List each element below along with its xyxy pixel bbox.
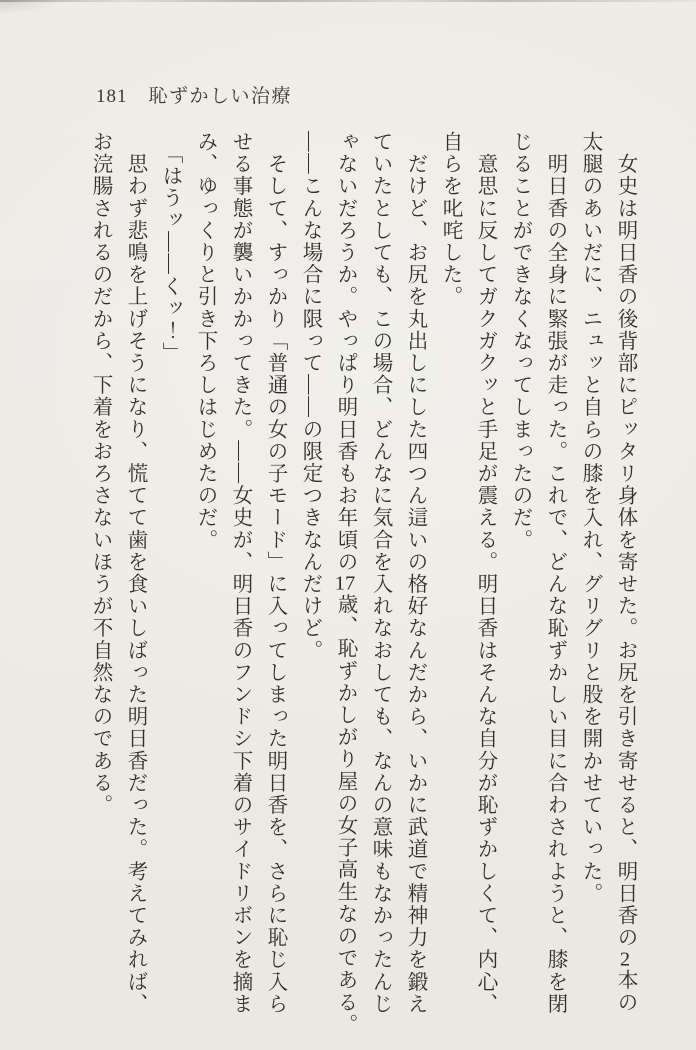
- text-line: 「はうッ――くッ！」: [159, 131, 181, 364]
- paragraph: [292, 131, 327, 1017]
- text-line: ゃないだろうか。やっぱり明日香もお年頃の17歳、恥ずかしがり屋の女子高生なのである。: [334, 131, 356, 1036]
- tatechuyoko-number: 17: [334, 573, 356, 594]
- text-line: ていたとしても、この場合、どんなに気合を入れなおしても、なんの意味もなかったんじ: [369, 131, 391, 1015]
- paragraph: [502, 131, 572, 1017]
- running-title: 恥ずかしい治療: [148, 86, 293, 107]
- text-line: せる事態が襲いかかってきた。――女史が、明日香のフンドシ下着のサイドリボンを摘ま: [229, 131, 251, 1015]
- page-number: 181: [96, 86, 128, 107]
- text-line: み、ゆっくりと引き下ろしはじめたのだ。: [194, 131, 216, 551]
- scan-edge-artifact: [0, 0, 696, 2]
- paragraph: [572, 131, 642, 1017]
- text-line: そして、すっかり「普通の女の子モード」に入ってしまった明日香を、さらに恥じ入ら: [264, 131, 286, 1015]
- text-line: だけど、お尻を丸出しにした四つん這いの格好なんだから、いかに武道で精神力を鍛え: [404, 131, 426, 1015]
- paragraph: [432, 131, 502, 1017]
- text-line: お浣腸されるのだから、下着をおろさないほうが不自然なのである。: [89, 131, 111, 817]
- scan-corner-shade: [0, 0, 60, 14]
- text-line: 明日香の全身に緊張が走った。これで、どんな恥ずかしい目に合わされようと、膝を閉: [544, 131, 566, 1015]
- paragraph: [187, 131, 292, 1017]
- paragraph: [152, 131, 187, 1017]
- text-line: じることができなくなってしまったのだ。: [509, 131, 531, 551]
- body-text: [82, 131, 642, 1036]
- text-line: 思わず悲鳴を上げそうになり、慌てて歯を食いしばった明日香だった。考えてみれば、: [124, 131, 146, 1015]
- text-line: ――こんな場合に限って――の限定つきなんだけど。: [299, 131, 321, 662]
- page-header: [96, 81, 292, 108]
- text-line: 自らを叱咤した。: [439, 131, 461, 308]
- paragraph: [327, 131, 432, 1036]
- text-line: 太腿のあいだに、ニュッと自らの膝を入れ、グリグリと股を開かせていった。: [579, 131, 601, 905]
- paragraph: [82, 131, 152, 1017]
- text-line: 女史は明日香の後背部にピッタリ身体を寄せた。お尻を引き寄せると、明日香の2本の: [614, 131, 636, 1014]
- tatechuyoko-number: 2: [619, 948, 631, 970]
- text-line: 意思に反してガクガクッと手足が震える。明日香はそんな自分が恥ずかしくて、内心、: [474, 131, 496, 1015]
